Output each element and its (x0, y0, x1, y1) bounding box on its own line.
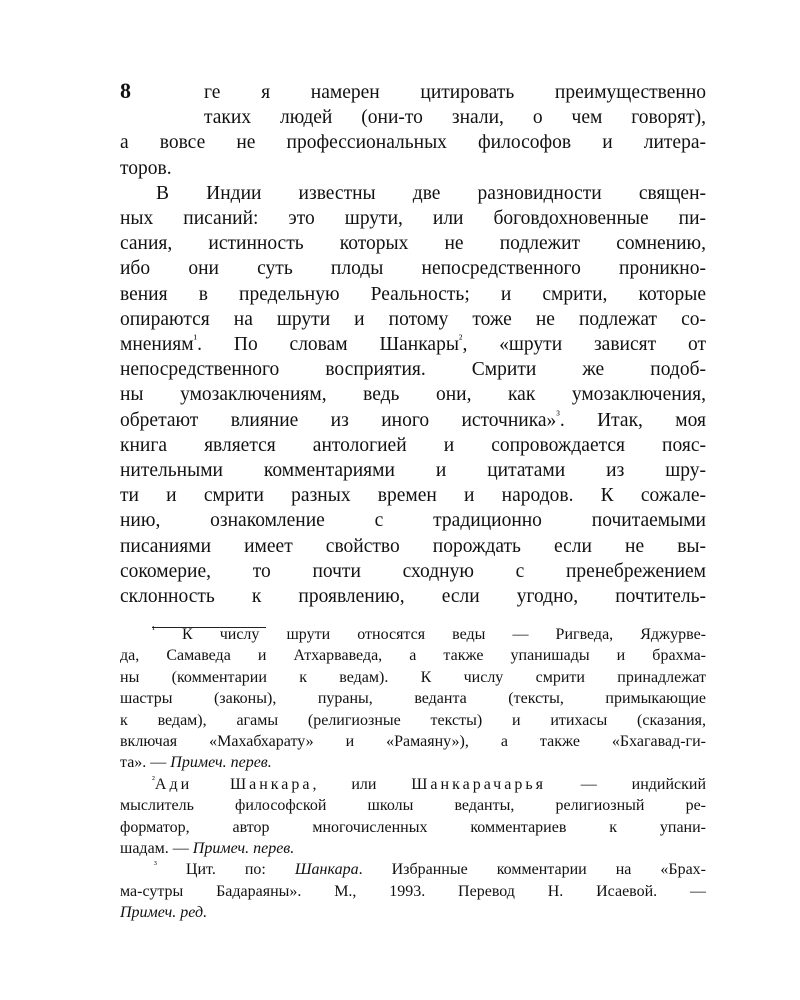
text-line (120, 408, 706, 433)
text-fragment: та». — (120, 754, 171, 772)
footnote-ref-3: ³ (556, 408, 560, 422)
text-line: нительными комментариями и цитатами из шру- (120, 460, 706, 482)
text-line: опираются на шрути и потому тоже не подлежат со- (120, 308, 706, 330)
person-name: Шанкарачарья (411, 775, 546, 793)
text-line: В Индии известны две разновидности священ- (156, 182, 706, 204)
text-line: ти и смрити разных времен и народов. К сожале- (120, 485, 706, 507)
footnote-3-line (120, 902, 706, 923)
text-fragment: — индийский (545, 775, 707, 793)
text-line: писаниями имеет свойство порождать если не вы- (120, 535, 706, 557)
footnote-1-line: да, Самаведа и Атхарваведа, а также упанишады и брахма- (120, 647, 706, 665)
text-line (120, 332, 706, 357)
footnote-1-line (120, 752, 706, 773)
footnote-1-line: к ведам), агамы (религиозные тексты) и итихасы (сказания, (120, 711, 706, 729)
text-fragment: шадам. — (120, 840, 193, 858)
text-line: сания, истинность которых не подлежит сомнению, (120, 233, 706, 255)
footnote-marker-1: ¹ (152, 624, 155, 636)
body-text (120, 80, 706, 609)
text-line: книга является антологией и сопровождается пояс- (120, 434, 706, 456)
text-line: а вовсе не профессиональных философов и литера- (120, 132, 706, 154)
text-line: ных писаний: это шрути, или боговдохновенные пи- (120, 208, 706, 230)
text-fragment: обретают влияние из иного источника» (120, 409, 557, 431)
footnote-ref-2: ² (458, 332, 463, 346)
text-fragment: . По словам Шанкары (197, 334, 459, 356)
footnote-1-line (120, 624, 706, 645)
footnote-1-line: шастры (законы), пураны, веданта (тексты, примыкающие (120, 690, 706, 708)
text-fragment: . Итак, моя (559, 409, 706, 431)
footnotes (120, 624, 706, 924)
text-line: ге я намерен цитировать преимущественно (204, 82, 706, 103)
text-fragment: мнениям (120, 334, 194, 356)
text-fragment: , «шрути зависят от (462, 334, 706, 356)
text-fragment: . Избранные комментарии на «Брах- (358, 861, 706, 879)
text-line: сокомерие, то почти сходную с пренебрежением (120, 560, 706, 582)
text-line: торов. (120, 157, 172, 179)
footnote-marker-3: ³ (154, 860, 157, 872)
footnote-2-line: мыслитель философской школы веданты, религиозный ре- (120, 797, 706, 815)
text-fragment: , или (312, 775, 412, 793)
footnote-3-line: ма-сутры Бадараяны». М., 1993. Перевод Н. Исаевой. — (120, 882, 706, 900)
text-line: ибо они суть плоды непосредственного проникно- (120, 258, 706, 280)
text-fragment: Цит. по: (185, 861, 295, 879)
footnote-2-line: форматор, автор многочисленных комментариев к упани- (120, 818, 706, 836)
editor-note: Примеч. перев. (192, 840, 295, 858)
footnote-marker-2: ² (152, 774, 155, 786)
person-name: Ади Шанкара (154, 775, 313, 793)
page-number: 8 (120, 78, 131, 103)
footnote-2-line (120, 774, 706, 795)
text-line: вения в предельную Реальность; и смрити, которые (120, 283, 706, 305)
footnote-3-line (120, 859, 706, 880)
editor-note: Примеч. ред. (120, 904, 208, 922)
footnote-2-line (120, 838, 706, 859)
footnote-1-line: ны (комментарии к ведам). К числу смрити принадлежат (120, 668, 706, 686)
text-line: таких людей (они-то знали, о чем говорят), (204, 107, 706, 129)
text-line: непосредственного восприятия. Смрити же подоб- (120, 359, 706, 381)
text-line: ны умозаключениям, ведь они, как умозаключения, (120, 384, 706, 406)
text-line: склонность к проявлению, если угодно, почтитель- (120, 586, 706, 608)
text-fragment: К числу шрути относятся веды — Ригведа, Яджурве- (181, 626, 707, 643)
text-line: нию, ознакомление с традиционно почитаемыми (120, 510, 706, 532)
author-name: Шанкара (294, 861, 359, 879)
footnote-1-line: включая «Махабхарату» и «Рамаяну»), а также «Бхагавад-ги- (120, 733, 706, 751)
editor-note: Примеч. перев. (170, 754, 272, 772)
footnote-ref-1: ¹ (193, 332, 198, 346)
